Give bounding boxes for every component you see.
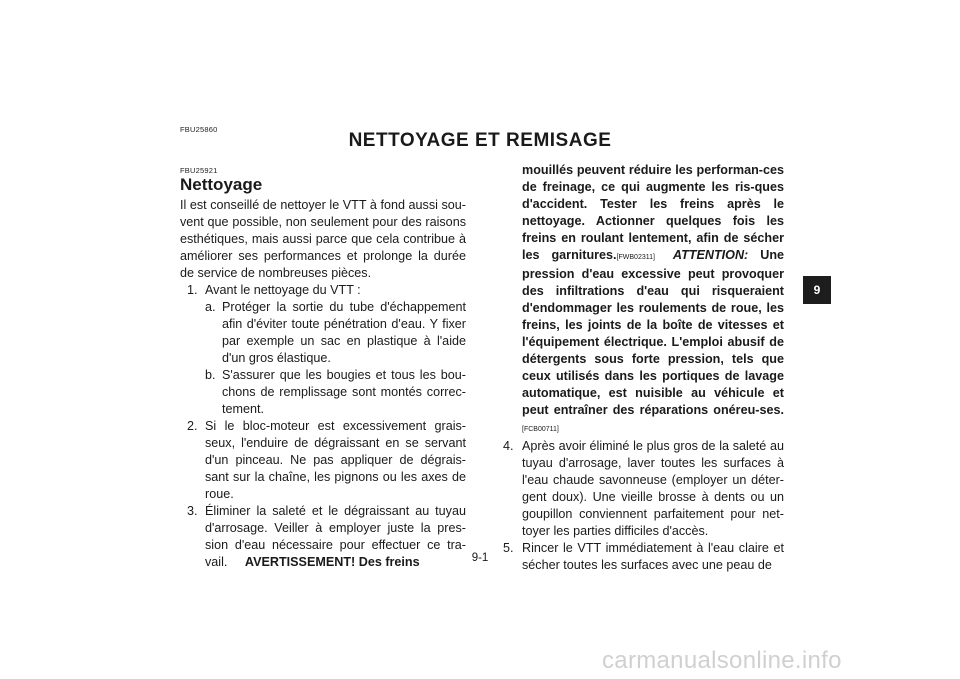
- step-text: Après avoir éliminé le plus gros de la saleté au tuyau d'arrosage, laver toutes les surfaces à l'eau chaude savonneuse (employer un déter-gent doux). Une vieille brosse à dents ou un goupillon conviennent parfaitement pour net-toyer les parties difficiles d'accès.: [522, 439, 784, 538]
- step-number: 3.: [187, 504, 198, 518]
- section-title: Nettoyage: [180, 175, 263, 194]
- header-code: FBU25860: [180, 125, 218, 134]
- step-text: Éliminer la saleté et le dégraissant au tuyau d'arrosage. Veiller à employer juste la pres-sion d'eau nécessaire pour effectuer ce tra-vail.: [205, 504, 466, 569]
- step-2: [180, 418, 466, 503]
- intro-line: Il est conseillé de nettoyer le VTT à fond aussi sou-: [180, 198, 466, 212]
- step-4: [503, 438, 784, 540]
- left-column: [180, 197, 466, 571]
- step-text: Rincer le VTT immédiatement à l'eau claire et sécher toutes les surfaces avec une peau de: [522, 541, 784, 572]
- step-number: 2.: [187, 419, 198, 433]
- intro-line: améliorer ses performances et prolonge la durée: [180, 249, 466, 263]
- intro-line: vent que possible, non seulement pour des raisons: [180, 215, 466, 229]
- page-title: NETTOYAGE ET REMISAGE: [348, 130, 612, 151]
- warning-block: [503, 162, 784, 438]
- substep-letter: a.: [205, 300, 216, 314]
- right-column: [503, 162, 784, 574]
- section-code: FBU25921: [180, 166, 218, 175]
- attention-label: ATTENTION:: [672, 248, 749, 262]
- step-text: Si le bloc-moteur est excessivement grais-seux, l'enduire de dégraissant en se servant d'un pinceau. Ne pas appliquer de dégrais-sant sur la chaîne, les pignons ou les axes de roue.: [205, 419, 466, 501]
- substep-letter: b.: [205, 368, 216, 382]
- watermark: carmanualsonline.info: [602, 647, 842, 674]
- warning-code: [FWB02311]: [616, 254, 655, 261]
- page-number: 9-1: [471, 552, 489, 564]
- intro-line: esthétiques, mais aussi parce que cela contribue à: [180, 232, 466, 246]
- warning-text: mouillés peuvent réduire les performan-ces de freinage, ce qui augmente les ris-ques d'accident. Tester les freins après le nettoyage. Actionner quelques fois les freins en roulant lentement, afin de sécher les garnitures.: [522, 163, 784, 262]
- step-1: [180, 282, 466, 299]
- step-1a: [180, 299, 466, 367]
- step-1b: [180, 367, 466, 418]
- substep-text: Protéger la sortie du tube d'échappement afin d'éviter toute pénétration d'eau. Y fixer par exemple un sac en plastique à l'aide d'un gros élastique.: [222, 300, 466, 365]
- attention-text: Une pression d'eau excessive peut provoquer des infiltrations d'eau qui risqueraient d'endommager les roulements de roue, les freins, les joints de la boîte de vitesses et l'équipement électrique. L'emploi abusif de détergents sous forte pression, tels que ceux utilisés dans les portiques de lavage automatique, est nuisible au véhicule et peut entraîner des réparations onéreu-ses.: [522, 248, 785, 417]
- chapter-tab: 9: [803, 276, 831, 304]
- step-text: Avant le nettoyage du VTT :: [205, 283, 361, 297]
- step-number: 1.: [187, 283, 198, 297]
- warning-label: AVERTISSEMENT! Des freins: [244, 555, 420, 569]
- intro-line: de service de nombreuses pièces.: [180, 266, 372, 280]
- substep-text: S'assurer que les bougies et tous les bou-chons de remplissage sont montés correc-tement.: [222, 368, 466, 416]
- step-number: 5.: [503, 541, 514, 555]
- step-number: 4.: [503, 439, 514, 453]
- attention-code: [FCB00711]: [522, 426, 559, 433]
